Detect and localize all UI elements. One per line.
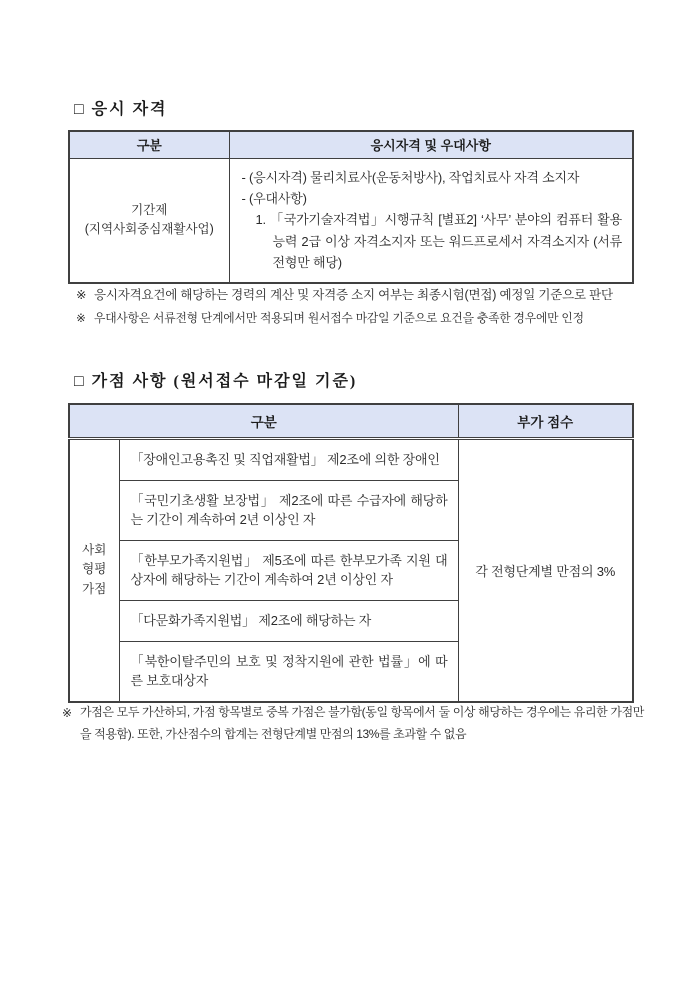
eligibility-detail-cell [229,158,633,283]
section-title-bonus: □ 가점 사항 (원서접수 마감일 기준) [74,373,358,390]
bonus-item-cell: 「장애인고용촉진 및 직업재활법」 제2조에 의한 장애인 [119,438,458,480]
bonus-header-category: 구분 [69,404,458,438]
eligibility-header-row [69,131,633,158]
reference-mark-icon: ※ [76,288,87,302]
note-text: 응시자격요건에 해당하는 경력의 계산 및 자격증 소지 여부는 최종시험(면접) 예정일 기준으로 판단 [94,288,613,302]
eligibility-category-cell [69,158,229,283]
note-text: 가점은 모두 가산하되, 가점 항목별로 중복 가점은 불가함(동일 항목에서 둘 이상 해당하는 경우에는 유리한 가점만을 적용함). 또한, 가산점수의 합계는 전형단계별 만점의 13%를 초과할 수 없음 [80,705,644,741]
detail-line-preference-item-1: 1. 「국가기술자격법」시행규칙 [별표2] ‘사무’ 분야의 컴퓨터 활용능력 2급 이상 자격소지자 또는 워드프로세서 자격소지자 (서류전형만 해당) [255,212,622,271]
eligibility-header-detail: 응시자격 및 우대사항 [229,131,633,158]
reference-mark-icon: ※ [62,706,73,720]
eligibility-body-row [69,158,633,283]
bonus-item-cell: 「다문화가족지원법」 제2조에 해당하는 자 [119,600,458,641]
bonus-item-cell: 「한부모가족지원법」 제5조에 따른 한부모가족 지원 대상자에 해당하는 기간이 계속하여 2년 이상인 자 [119,540,458,600]
group-label-line: 사회 [82,542,107,557]
eligibility-notes [76,284,636,331]
category-line-1: 기간제 [131,203,168,218]
detail-line-qualification: - (응시자격) 물리치료사(운동처방사), 작업치료사 자격 소지자 [241,169,580,185]
note-text: 우대사항은 서류전형 단계에서만 적용되며 원서접수 마감일 기준으로 요건을 충족한 경우에만 인정 [94,311,584,326]
group-label-line: 가점 [82,581,107,596]
bonus-item-cell: 「북한이탈주민의 보호 및 정착지원에 관한 법률」에 따른 보호대상자 [119,641,458,702]
bonus-note [62,702,644,745]
bonus-item-cell: 「국민기초생활 보장법」 제2조에 따른 수급자에 해당하는 기간이 계속하여 2년 이상인 자 [119,480,458,540]
reference-mark-icon: ※ [76,311,86,326]
bonus-header-score: 부가 점수 [458,404,633,438]
category-line-2: (지역사회중심재활사업) [84,222,214,237]
eligibility-table [68,130,634,284]
eligibility-header-category: 구분 [69,131,229,158]
bonus-row-disabled [69,438,633,480]
group-label-line: 형평 [82,562,107,577]
bonus-header-row [69,404,633,438]
section-title-eligibility: □ 응시 자격 [74,101,168,118]
bonus-score-cell: 각 전형단계별 만점의 3% [458,438,633,702]
note-preference-condition [76,307,636,331]
detail-line-preference: - (우대사항) [241,190,307,206]
bonus-group-cell [69,438,119,702]
note-eligibility-criteria [76,284,636,307]
bonus-table [68,403,634,703]
